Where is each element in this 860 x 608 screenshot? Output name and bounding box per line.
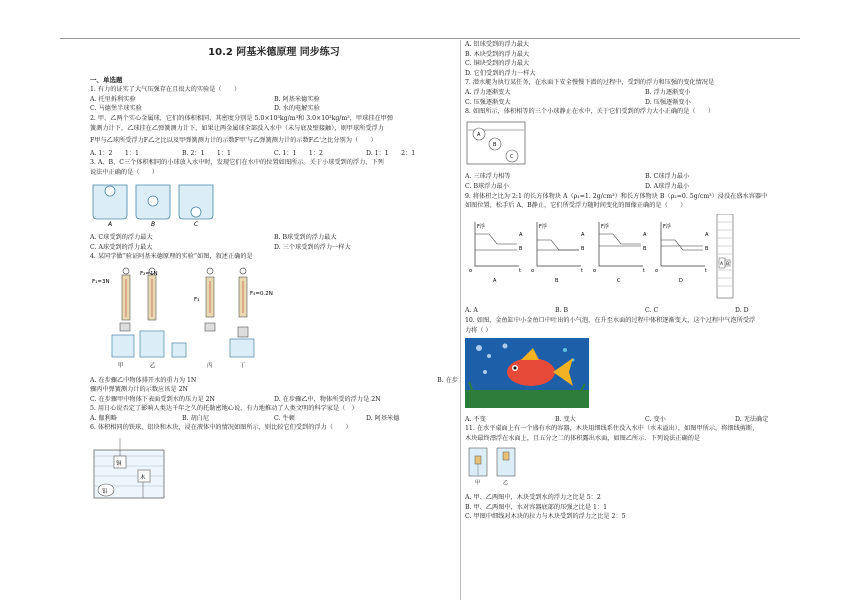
question-2-line: 簧测力计下，乙球挂在乙弹簧测力计下，如果让两金属球全部没入水中（未与底及壁接触），则甲球所受浮力 — [90, 124, 384, 132]
question-11-line: 11. 在水平桌面上有一个盛有水的容器，木块用细线系住没入水中（水未溢出），如图甲所示，将细线剪断， — [465, 425, 759, 433]
origin-label: o — [593, 267, 597, 274]
header-rule — [60, 38, 800, 39]
option: C. 压强逐渐变大 — [465, 98, 511, 106]
curve-label-a: A — [519, 231, 523, 238]
label-c: C — [510, 153, 514, 160]
page-title: 10.2 阿基米德原理 同步练习 — [208, 47, 340, 58]
option: B. 变大 — [555, 415, 576, 423]
option: A. 不变 — [465, 415, 486, 423]
option: B. B球受到的浮力最大 — [274, 234, 337, 242]
q2-options — [90, 149, 458, 159]
q9-graph-2 — [593, 222, 647, 284]
graph-label: A — [493, 277, 497, 284]
label-jia: 甲 — [475, 480, 481, 487]
option: C. A球受到的浮力最大 — [90, 243, 153, 251]
option: C. 1：1 1：2 — [274, 149, 323, 157]
axis-label-t: t — [581, 267, 583, 274]
option: A. 三球浮力相等 — [465, 173, 511, 181]
q4-spring-scale-figure — [90, 265, 290, 369]
option: B. 甲、乙两图中，水对容器底部的压强之比是 1：1 — [465, 503, 608, 511]
option: A. 甲、乙两图中，木块受到水的浮力之比是 5：2 — [465, 494, 601, 502]
q3-beakers-figure — [90, 181, 220, 227]
curve-label-a: A — [643, 231, 647, 238]
q5-options — [90, 414, 458, 424]
option: B. 在步 — [437, 376, 458, 384]
option: D. 压强逐渐变小 — [645, 98, 691, 106]
q8-options — [465, 172, 825, 182]
option: B. 2：1 1：1 — [182, 149, 231, 157]
label-a: A — [477, 131, 481, 138]
option: D. 无法确定 — [735, 415, 769, 423]
option: C. 牛顿 — [274, 414, 295, 422]
q4-options — [90, 395, 458, 405]
curve-label-b: B — [705, 245, 709, 252]
label-a: A — [108, 220, 113, 227]
question-1: 1. 有力的证实了大气压强存在且很大的实验是（ ） — [90, 86, 241, 94]
origin-label: o — [469, 267, 473, 274]
graph-label: D — [679, 277, 683, 284]
q3-options — [90, 233, 458, 243]
axis-label-f: F浮 — [539, 223, 547, 230]
option: C. B球浮力最小 — [465, 182, 509, 190]
label-ding: 丁 — [240, 362, 246, 369]
label-b: B — [493, 141, 497, 148]
graph-label: B — [555, 277, 559, 284]
option: A. A — [465, 307, 478, 315]
option: A. 浮力逐渐变大 — [465, 88, 511, 96]
ball-c — [191, 207, 201, 217]
option: C. 变小 — [645, 415, 666, 423]
question-3-line: 3. A、B、C三个体积相同的小球放入水中时，发现它们在水中的位置如图所示。关于小球受到的浮力，下列 — [90, 159, 384, 167]
axis-label-t: t — [519, 267, 521, 274]
axis-label-f: F浮 — [601, 223, 609, 230]
question-3-line: 说法中正确的是（ ） — [90, 168, 159, 176]
q9-curve-a — [475, 234, 517, 244]
q8-balls-figure — [465, 120, 529, 166]
curve-label-b: B — [581, 245, 585, 252]
q1-options — [90, 95, 458, 105]
q9-graph-3 — [655, 222, 709, 284]
question-8: 8. 如图所示，体积相等的三个小球静止在水中，关于它们受到的浮力大小正确的是（ ） — [465, 108, 715, 116]
q8-options — [465, 182, 825, 192]
q9-graph-1 — [531, 222, 585, 284]
label-lv: 铝 — [102, 489, 108, 496]
q9-curve-a — [661, 240, 703, 250]
label-c: C — [194, 220, 199, 227]
q11-containers-figure — [465, 446, 525, 486]
q10-goldfish-image — [465, 338, 589, 408]
graph-label: C — [617, 277, 621, 284]
axis-label-f: F浮 — [663, 223, 671, 230]
ball-b — [148, 196, 158, 206]
question-2-line: 2. 甲、乙两个实心金属球，它们的体积相同，其密度分别是 5.0×10³kg/m³和 3.0×10³kg/m³，甲球挂在甲弹 — [90, 114, 394, 122]
q1-options — [90, 104, 458, 114]
option: D. 阿基米德 — [366, 414, 400, 422]
option: B. 浮力逐渐变小 — [645, 88, 691, 96]
label-tong: 铜 — [116, 461, 122, 468]
option: A. 1：2 1：1 — [90, 149, 139, 157]
q7-options — [465, 88, 825, 98]
q9-curve-a — [537, 240, 579, 250]
q3-options — [90, 243, 458, 253]
question-10-line: 力将（ ） — [465, 326, 492, 334]
question-6: 6. 体积相同的铁球、铝块和木块，浸在液体中的情况如图所示，则比较它们受到的浮力（ ） — [90, 424, 352, 432]
option: B. 阿基米德实验 — [274, 95, 320, 103]
option: C. 马德堡半球实验 — [90, 105, 142, 113]
question-5: 5. 用日心说否定了影响人类达千年之久的托勒密地心说，有力地推动了人类文明的科学家是（ ） — [90, 405, 358, 413]
q6-liquid-figure — [90, 436, 170, 500]
curve-label-a: A — [705, 231, 709, 238]
overflow-cup — [172, 343, 186, 357]
label-jia: 甲 — [118, 362, 124, 369]
axis-label-f: F浮 — [477, 223, 485, 230]
option: D. 1：1 2：1 — [366, 149, 416, 157]
cup-ding — [230, 339, 254, 357]
option: B. B — [555, 307, 569, 315]
option: C. 在步骤甲中物体下表面受到水的压力是 2N — [90, 395, 215, 403]
axis-label-t: t — [705, 267, 707, 274]
curve-label-b: B — [519, 245, 523, 252]
label-bing: 丙 — [207, 362, 213, 369]
column-divider — [460, 40, 461, 600]
option: A. 托里拆利实验 — [90, 95, 136, 103]
label-mu: 木 — [140, 475, 146, 482]
question-11-line: 木块最终漂浮在水面上，且五分之二的体积露出水面，如图乙所示．下列说法正确的是 — [465, 434, 701, 442]
option: B. 木块受到的浮力最大 — [465, 50, 530, 58]
option-continued: 骤丙中弹簧测力计的示数应该是 2N — [90, 386, 188, 394]
beaker-jia — [112, 335, 134, 357]
q9-curve-a — [599, 234, 641, 244]
origin-label: o — [531, 267, 535, 274]
label-yi: 乙 — [503, 480, 509, 487]
option: D. D — [735, 307, 749, 315]
option: D. 在步骤乙中，物体所受的浮力是 2N — [274, 395, 381, 403]
label-b: B — [151, 220, 156, 227]
left-column — [90, 40, 458, 507]
option: D. A球浮力最小 — [645, 182, 690, 190]
ball-a — [105, 186, 115, 196]
option: C. 甲图中细线对木块的拉力与木块受到的浮力之比是 2：5 — [465, 513, 626, 521]
q7-options — [465, 98, 825, 108]
question-10-line: 10. 如图，金鱼缸中小金鱼口中吐出的小气泡，在升至水面的过程中体积逐渐变大，这个过程中气泡所受浮 — [465, 316, 756, 324]
q9-options — [465, 306, 825, 316]
right-column — [465, 40, 825, 522]
option: D. 它们受到的浮力一样大 — [465, 69, 536, 77]
option: A. 伽利略 — [90, 414, 117, 422]
label-yi: 乙 — [150, 362, 156, 369]
option: A. 在步骤乙中物体排开水的重力为 1N — [90, 376, 197, 384]
label-f2: F₂=1N — [140, 270, 158, 277]
option: B. C球浮力最小 — [645, 173, 690, 181]
option: C. C — [645, 307, 659, 315]
beaker-yi — [140, 331, 164, 357]
question-9-line: 如图位置，松手后 A、B静止，它们所受浮力随时间变化的图像正确的是（ ） — [465, 202, 687, 210]
label-f1: F₁=3N — [92, 278, 110, 285]
option: C. 铜块受到的浮力最大 — [465, 60, 530, 68]
option: A. 铝球受到的浮力最大 — [465, 41, 530, 48]
block-b-label: B — [726, 261, 730, 267]
origin-label: o — [655, 267, 659, 274]
label-f3: F₃ — [194, 296, 200, 303]
question-9-line: 9. 将体积之比为 2:1 的长方体物块 A（ρ₁=1. 2g/cm³）和长方体物块 B（ρ₂=0. 5g/cm³）浸没在盛水容器中 — [465, 192, 768, 200]
option: D. 三个球受到的浮力一样大 — [274, 243, 351, 251]
question-2-line: F甲与乙球所受浮力F乙之比以及甲弹簧测力计的示数F甲'与乙弹簧测力计的示数F乙'之比分别为（ ） — [90, 137, 377, 145]
question-4: 4. 某同学做“验证阿基米德原理的实验”如图，叙述正确的是 — [90, 253, 253, 261]
option: B. 胡白尼 — [182, 414, 210, 422]
q10-options — [465, 415, 825, 425]
option: A. C球受到的浮力最大 — [90, 234, 153, 242]
section-heading: 一、单选题 — [90, 75, 123, 84]
q9-graph-0 — [469, 222, 523, 284]
curve-label-b: B — [643, 245, 647, 252]
option: D. 水的电解实验 — [274, 105, 320, 113]
label-f4: F₄=0.2N — [250, 290, 273, 297]
curve-label-a: A — [581, 231, 585, 238]
q4-options — [90, 376, 458, 386]
axis-label-t: t — [643, 267, 645, 274]
q9-graphs-figure — [465, 214, 755, 300]
block-a-label: A — [720, 261, 724, 267]
question-7: 7. 潜水艇为执行某任务，在水面下安全慢慢下潜的过程中，受到的浮力和压强的变化情况是 — [465, 79, 715, 87]
